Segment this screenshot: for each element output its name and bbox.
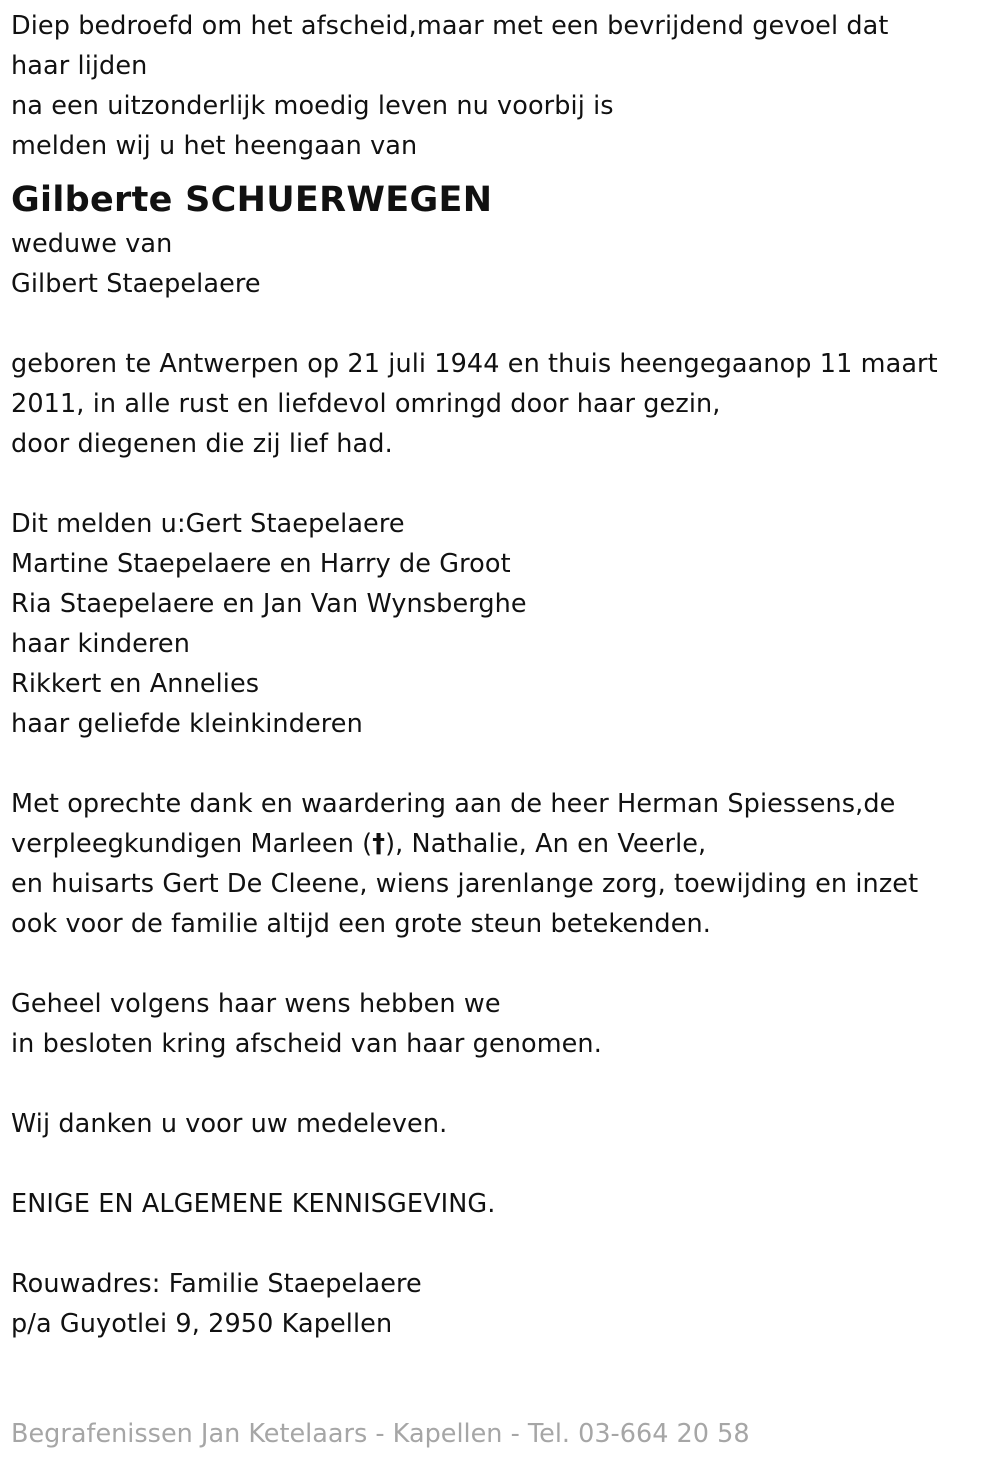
birth-death-line-1: geboren te Antwerpen op 21 juli 1944 en thuis heengegaanop 11 maart <box>11 349 938 379</box>
thanks-line-2-end: ), Nathalie, An en Veerle, <box>385 829 707 859</box>
family-line-6: haar geliefde kleinkinderen <box>11 709 363 739</box>
farewell-line-2: in besloten kring afscheid van haar genomen. <box>11 1029 602 1059</box>
address-line-1: Rouwadres: Familie Staepelaere <box>11 1269 422 1299</box>
birth-death-line-3: door diegenen die zij lief had. <box>11 429 393 459</box>
family-line-3: Ria Staepelaere en Jan Van Wynsberghe <box>11 589 527 619</box>
family-line-1: Dit melden u:Gert Staepelaere <box>11 509 405 539</box>
deceased-name: Gilberte SCHUERWEGEN <box>11 180 493 220</box>
thanks-line-2 <box>11 824 991 864</box>
intro-line-3: na een uitzonderlijk moedig leven nu voorbij is <box>11 91 614 121</box>
thanks-line-1: Met oprechte dank en waardering aan de heer Herman Spiessens,de <box>11 789 896 819</box>
intro-line-2: haar lijden <box>11 51 148 81</box>
spacer <box>11 1224 991 1264</box>
spacer <box>11 744 991 784</box>
spacer <box>11 464 991 504</box>
thanks-line-2-start: verpleegkundigen Marleen ( <box>11 829 373 859</box>
family-line-2: Martine Staepelaere en Harry de Groot <box>11 549 511 579</box>
thanks-line-3: en huisarts Gert De Cleene, wiens jarenlange zorg, toewijding en inzet <box>11 869 919 899</box>
intro-line-1: Diep bedroefd om het afscheid,maar met een bevrijdend gevoel dat <box>11 11 889 41</box>
intro-line-4: melden wij u het heengaan van <box>11 131 418 161</box>
family-line-4: haar kinderen <box>11 629 190 659</box>
spacer <box>11 1144 991 1184</box>
thanks-line-4: ook voor de familie altijd een grote steun betekenden. <box>11 909 711 939</box>
spacer <box>11 1064 991 1104</box>
funeral-home-footer: Begrafenissen Jan Ketelaars - Kapellen - Tel. 03-664 20 58 <box>11 1419 750 1449</box>
family-line-5: Rikkert en Annelies <box>11 669 260 699</box>
cross-icon: † <box>372 829 386 859</box>
spacer <box>11 304 991 344</box>
widow-of-label: weduwe van <box>11 229 173 259</box>
death-notice <box>11 6 991 1344</box>
farewell-line-1: Geheel volgens haar wens hebben we <box>11 989 501 1019</box>
spouse-name: Gilbert Staepelaere <box>11 269 261 299</box>
spacer <box>11 944 991 984</box>
birth-death-line-2: 2011, in alle rust en liefdevol omringd door haar gezin, <box>11 389 721 419</box>
sympathy-line: Wij danken u voor uw medeleven. <box>11 1109 448 1139</box>
notice-line: ENIGE EN ALGEMENE KENNISGEVING. <box>11 1189 496 1219</box>
address-line-2: p/a Guyotlei 9, 2950 Kapellen <box>11 1309 393 1339</box>
